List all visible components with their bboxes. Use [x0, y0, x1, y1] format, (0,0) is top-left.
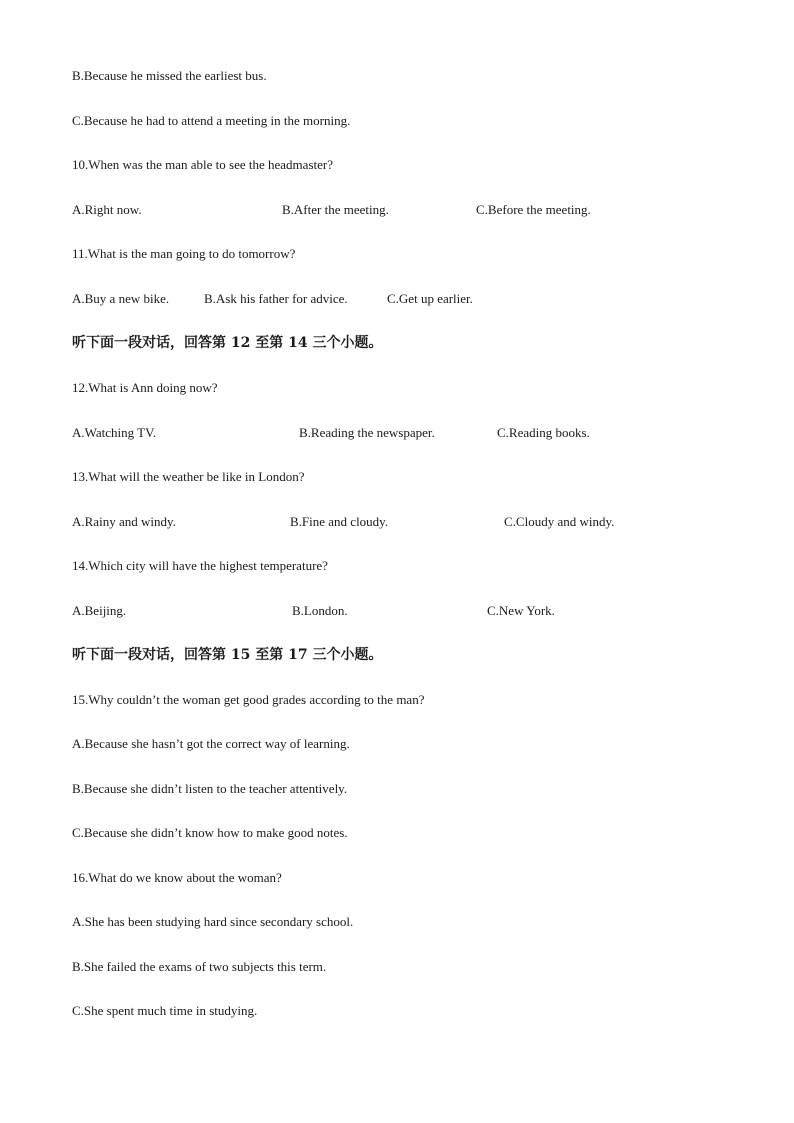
q12-option-b: B.Reading the newspaper. [299, 425, 435, 440]
q10-question: 10.When was the man able to see the headmaster? [72, 157, 333, 172]
q14-option-b: B.London. [292, 603, 348, 618]
q16-option-a: A.She has been studying hard since secondary school. [72, 914, 354, 929]
q16-question: 16.What do we know about the woman? [72, 870, 282, 885]
q15-option-c: C.Because she didn’t know how to make good notes. [72, 825, 348, 840]
q10-option-a: A.Right now. [72, 202, 142, 217]
q10-option-c: C.Before the meeting. [476, 202, 591, 217]
q14-question: 14.Which city will have the highest temperature? [72, 558, 328, 573]
q15-question: 15.Why couldn’t the woman get good grades according to the man? [72, 692, 425, 707]
q15-option-b: B.Because she didn’t listen to the teacher attentively. [72, 781, 348, 796]
q13-option-b: B.Fine and cloudy. [290, 514, 389, 529]
q11-question: 11.What is the man going to do tomorrow? [72, 246, 296, 261]
q9-option-b: B.Because he missed the earliest bus. [72, 68, 267, 83]
q10-option-b: B.After the meeting. [282, 202, 389, 217]
q13-question: 13.What will the weather be like in London? [72, 469, 305, 484]
q9-option-c: C.Because he had to attend a meeting in the morning. [72, 113, 351, 128]
section-heading-15-17: 听下面一段对话，回答第 15 至第 17 三个小题。 [72, 647, 383, 663]
q13-option-a: A.Rainy and windy. [72, 514, 176, 529]
q15-option-a: A.Because she hasn’t got the correct way of learning. [72, 736, 350, 751]
q13-option-c: C.Cloudy and windy. [504, 514, 615, 529]
q16-option-b: B.She failed the exams of two subjects this term. [72, 959, 327, 974]
q12-option-c: C.Reading books. [497, 425, 590, 440]
q11-option-c: C.Get up earlier. [387, 291, 473, 306]
q11-option-b: B.Ask his father for advice. [204, 291, 348, 306]
section-heading-12-14: 听下面一段对话，回答第 12 至第 14 三个小题。 [72, 335, 383, 351]
q14-option-a: A.Beijing. [72, 603, 127, 618]
q12-question: 12.What is Ann doing now? [72, 380, 218, 395]
q14-option-c: C.New York. [487, 603, 555, 618]
q12-option-a: A.Watching TV. [72, 425, 157, 440]
q16-option-c: C.She spent much time in studying. [72, 1003, 258, 1018]
q11-option-a: A.Buy a new bike. [72, 291, 170, 306]
